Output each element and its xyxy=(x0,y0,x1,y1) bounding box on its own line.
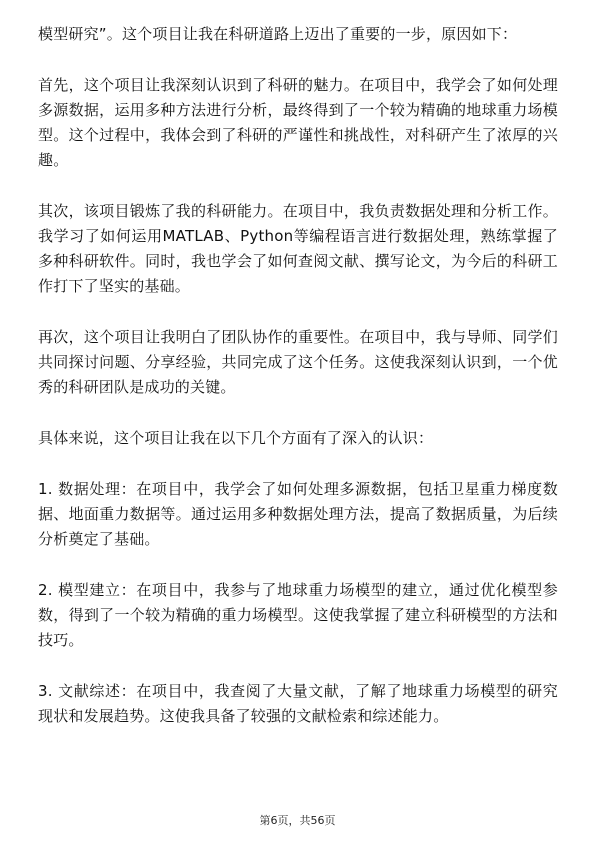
list-item-model-building: 2. 模型建立：在项目中，我参与了地球重力场模型的建立，通过优化模型参数，得到了一个较为精确的重力场模型。这使我掌握了建立科研模型的方法和技巧。 xyxy=(38,581,558,649)
paragraph-second-reason: 其次，该项目锻炼了我的科研能力。在项目中，我负责数据处理和分析工作。我学习了如何运用MATLAB、Python等编程语言进行数据处理，熟练掌握了多种科研软件。同时，我也学会了如何查阅文献、撰写论文，为今后的科研工作打下了坚实的基础。 xyxy=(38,202,558,295)
page-number-footer: 第6页，共56页 xyxy=(259,814,336,827)
paragraph-specifics-intro: 具体来说，这个项目让我在以下几个方面有了深入的认识： xyxy=(38,429,434,447)
list-item-data-processing: 1. 数据处理：在项目中，我学会了如何处理多源数据，包括卫星重力梯度数据、地面重力数据等。通过运用多种数据处理方法，提高了数据质量，为后续分析奠定了基础。 xyxy=(38,480,558,548)
paragraph-third-reason: 再次，这个项目让我明白了团队协作的重要性。在项目中，我与导师、同学们共同探讨问题、分享经验，共同完成了这个任务。这使我深刻认识到，一个优秀的科研团队是成功的关键。 xyxy=(38,328,558,396)
document-body xyxy=(38,22,558,755)
paragraph-first-reason: 首先，这个项目让我深刻认识到了科研的魅力。在项目中，我学会了如何处理多源数据，运用多种方法进行分析，最终得到了一个较为精确的地球重力场模型。这个过程中，我体会到了科研的严谨性和挑战性，对科研产生了浓厚的兴趣。 xyxy=(38,76,558,169)
paragraph-intro: 模型研究”。这个项目让我在科研道路上迈出了重要的一步，原因如下： xyxy=(38,25,518,43)
list-item-literature-review: 3. 文献综述：在项目中，我查阅了大量文献，了解了地球重力场模型的研究现状和发展趋势。这使我具备了较强的文献检索和综述能力。 xyxy=(38,682,558,725)
